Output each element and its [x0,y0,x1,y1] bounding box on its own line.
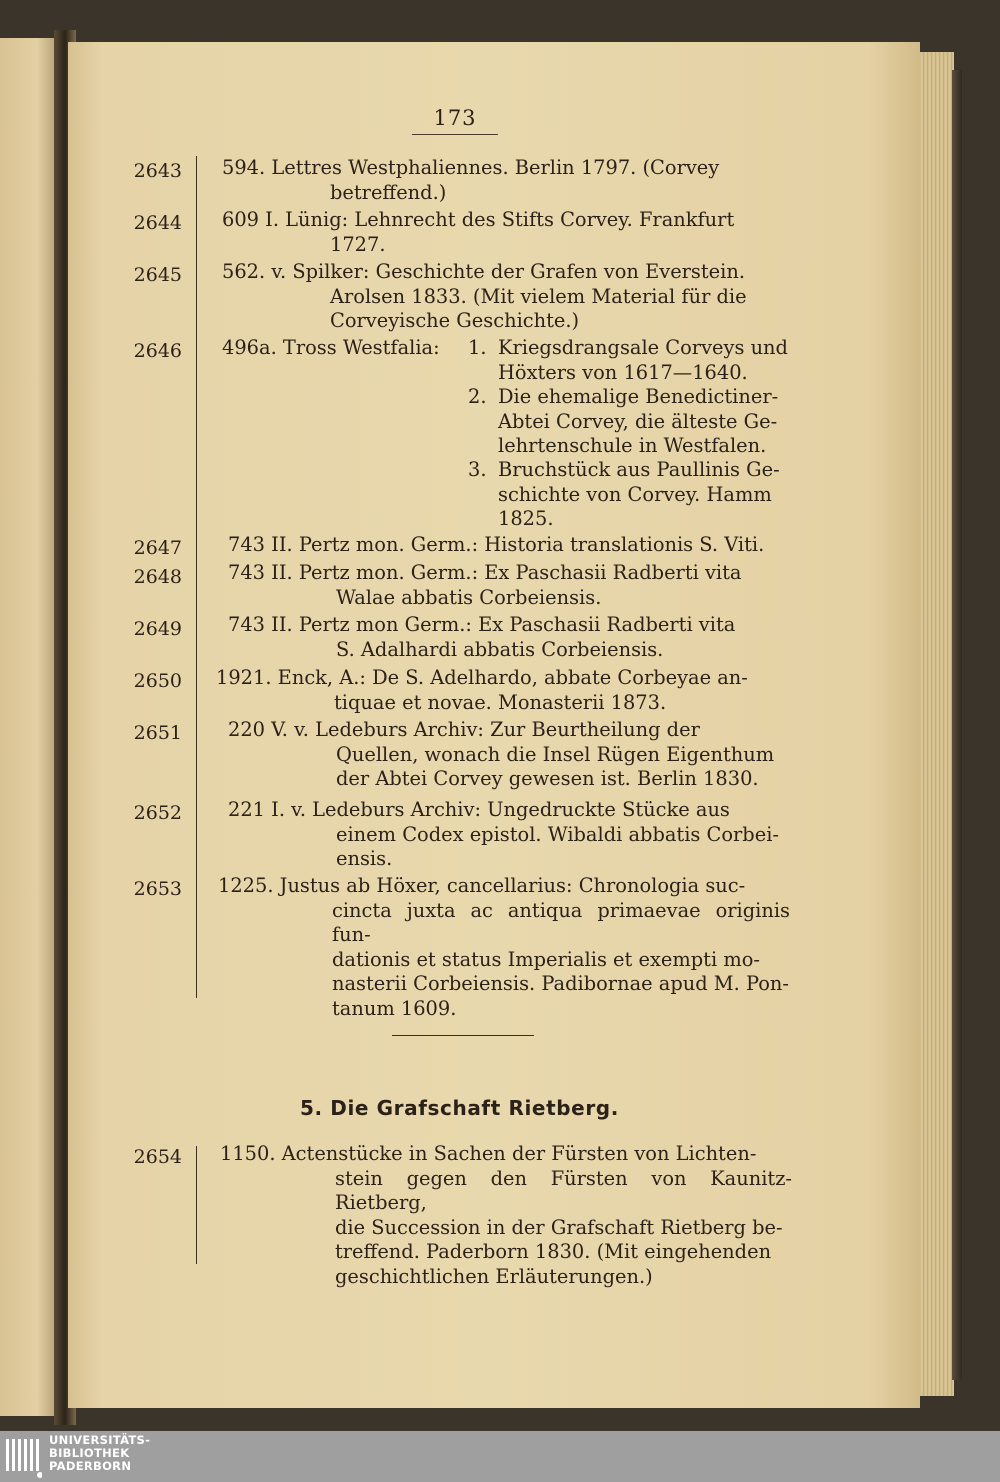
entry-subitem [468,336,790,385]
entry-line: 1727. [330,232,386,256]
entry-text [218,874,790,1021]
subitem-line: Höxters von 1617—1640. [498,360,748,384]
entry-line: S. Adalhardi abbatis Corbeiensis. [336,637,664,661]
section-heading: 5. Die Grafschaft Rietberg. [300,1096,619,1120]
entry-text [216,666,790,715]
shelf-number: 2643 [133,160,182,182]
shelf-number: 2649 [133,618,182,640]
subitem-number: 2. [468,385,487,408]
library-logo-icon [4,1435,42,1479]
subitem-line: Abtei Corvey, die älteste Ge- [498,409,778,433]
entry-line: cincta juxta ac antiqua primaevae originis fun- [332,898,790,946]
entry-text [228,613,790,662]
subitem-line: Die ehemalige Benedictiner- [498,385,779,408]
entry-subitem [468,385,790,459]
entry-line: ensis. [336,847,393,870]
entry-line: 220 V. v. Ledeburs Archiv: Zur Beurtheilung der [228,718,700,741]
entry-line: 562. v. Spilker: Geschichte der Grafen von Everstein. [222,260,746,283]
entry-line: Walae abbatis Corbeiensis. [336,585,602,609]
subitem-number: 3. [468,458,487,481]
entry-line: 221 I. v. Ledeburs Archiv: Ungedruckte Stücke aus [228,798,730,821]
entry-line: 1225. Justus ab Höxer, cancellarius: Chronologia suc- [218,874,746,897]
shelf-number: 2653 [133,878,182,900]
entry-line: tanum 1609. [332,996,457,1020]
entry-line: treffend. Paderborn 1830. (Mit eingehenden [335,1240,772,1263]
shelf-number: 2644 [133,212,182,234]
page-number: 173 [433,106,477,130]
entry-text: 496a. Tross Westfalia: [222,336,440,359]
entry-text [222,208,790,257]
subitem-line: Kriegsdrangsale Corveys und [498,336,788,359]
entry-line: betreffend.) [330,180,447,204]
entry-subitem [468,458,790,532]
column-divider [196,1146,197,1264]
entry-line: einem Codex epistol. Wibaldi abbatis Corbei- [336,822,779,846]
entry-text [220,1142,792,1289]
entry-text [228,561,790,610]
entry-line: 594. Lettres Westphaliennes. Berlin 1797. (Corvey [222,156,720,179]
subitem-number: 1. [468,336,487,359]
entry-line: Quellen, wonach die Insel Rügen Eigenthum [336,742,775,766]
shelf-number: 2650 [133,670,182,692]
entry-text [222,260,790,334]
shelf-number: 2648 [133,566,182,588]
shelf-number: 2651 [133,722,182,744]
shelf-number: 2645 [133,264,182,286]
subitem-line: schichte von Corvey. Hamm [498,482,772,506]
entry-line: 743 II. Pertz mon Germ.: Ex Paschasii Radberti vita [228,613,736,636]
entry-line: 1150. Actenstücke in Sachen der Fürsten von Lichten- [220,1142,757,1165]
entry-line: 743 II. Pertz mon. Germ.: Historia translationis S. Viti. [228,533,765,556]
shelf-number: 2654 [133,1146,182,1168]
entry-line: stein gegen den Fürsten von Kaunitz-Rietberg, [335,1166,792,1214]
entry-text [222,156,790,205]
entry-line: 609 I. Lünig: Lehnrecht des Stifts Corvey. Frankfurt [222,208,735,231]
library-footer [0,1431,1000,1482]
entry-line: Corveyische Geschichte.) [330,309,580,332]
entry-line: 1921. Enck, A.: De S. Adelhardo, abbate Corbeyae an- [216,666,748,689]
library-logo-text [49,1434,150,1473]
entry-line: die Succession in der Grafschaft Rietberg be- [335,1215,783,1239]
subitem-line: lehrtenschule in Westfalen. [498,434,767,457]
shelf-number: 2646 [133,340,182,362]
entry-line: nasterii Corbeiensis. Padibornae apud M. Pon- [332,972,789,995]
subitem-line: 1825. [498,507,554,530]
logo-line: PADERBORN [49,1459,132,1473]
entry-text [228,533,790,558]
section-divider [392,1035,534,1036]
shelf-number: 2647 [133,537,182,559]
logo-line: BIBLIOTHEK [49,1446,130,1460]
entry-text [228,718,790,792]
entry-line: dationis et status Imperialis et exempti mo- [332,947,760,971]
subitem-line: Bruchstück aus Paullinis Ge- [498,458,780,481]
logo-line: UNIVERSITÄTS- [49,1433,151,1447]
entry-text [228,798,790,872]
entry-line: Arolsen 1833. (Mit vielem Material für die [330,284,747,308]
entry-line: geschichtlichen Erläuterungen.) [335,1264,653,1288]
entry-line: der Abtei Corvey gewesen ist. Berlin 1830. [336,767,759,790]
shelf-number: 2652 [133,802,182,824]
entry-line: tiquae et novae. Monasterii 1873. [334,690,667,714]
entry-line: 743 II. Pertz mon. Germ.: Ex Paschasii Radberti vita [228,561,742,584]
